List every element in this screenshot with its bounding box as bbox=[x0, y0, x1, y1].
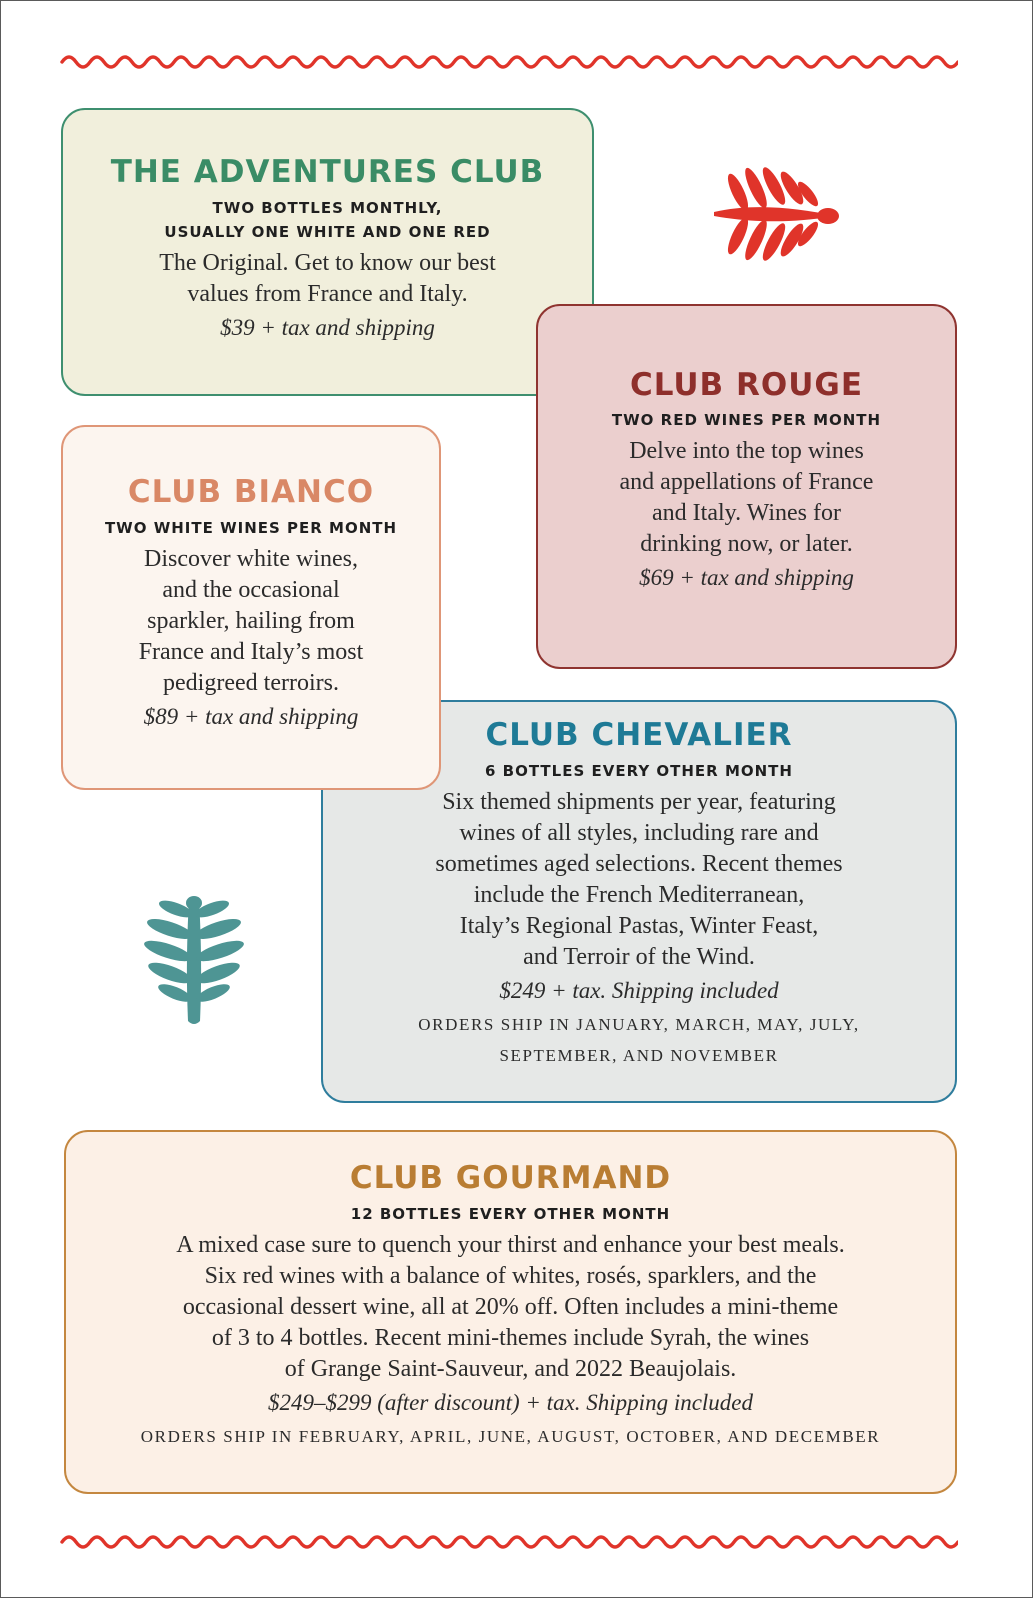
club-description-line: sparkler, hailing from bbox=[147, 608, 355, 634]
club-description-line: Italy’s Regional Pastas, Winter Feast, bbox=[459, 913, 819, 939]
club-title: CLUB ROUGE bbox=[629, 367, 863, 403]
club-subtitle-line: USUALLY ONE WHITE AND ONE RED bbox=[164, 223, 491, 241]
club-description-line: A mixed case sure to quench your thirst and enhance your best meals. bbox=[176, 1232, 845, 1258]
club-bianco-card bbox=[61, 425, 441, 790]
club-price: $39 + tax and shipping bbox=[220, 315, 435, 340]
club-price: $69 + tax and shipping bbox=[639, 565, 854, 590]
top-wave-divider bbox=[60, 50, 958, 74]
red-leaf-sprig-icon bbox=[708, 164, 842, 264]
club-description-line: drinking now, or later. bbox=[640, 531, 853, 557]
club-description-line: include the French Mediterranean, bbox=[473, 882, 805, 908]
club-title: THE ADVENTURES CLUB bbox=[110, 154, 545, 190]
club-gourmand-card bbox=[64, 1130, 957, 1494]
club-description-line: and the occasional bbox=[162, 577, 340, 603]
club-description-line: wines of all styles, including rare and bbox=[459, 820, 819, 846]
club-description-line: Six red wines with a balance of whites, rosés, sparklers, and the bbox=[204, 1263, 817, 1289]
club-price: $249 + tax. Shipping included bbox=[499, 978, 779, 1003]
club-description-line: France and Italy’s most bbox=[138, 639, 364, 665]
club-subtitle: TWO WHITE WINES PER MONTH bbox=[104, 519, 398, 537]
club-shipping-schedule: ORDERS SHIP IN FEBRUARY, APRIL, JUNE, AUGUST, OCTOBER, AND DECEMBER bbox=[140, 1427, 881, 1446]
club-description-line: and Terroir of the Wind. bbox=[523, 944, 755, 970]
club-description-line: pedigreed terroirs. bbox=[163, 670, 339, 696]
club-shipping-schedule-line: SEPTEMBER, AND NOVEMBER bbox=[499, 1046, 779, 1065]
club-title: CLUB CHEVALIER bbox=[485, 717, 793, 753]
club-title: CLUB GOURMAND bbox=[349, 1160, 672, 1196]
club-description-line: Discover white wines, bbox=[144, 546, 358, 572]
club-description-line: of 3 to 4 bottles. Recent mini-themes include Syrah, the wines bbox=[211, 1325, 810, 1351]
club-description-line: sometimes aged selections. Recent themes bbox=[435, 851, 843, 877]
club-description-line: occasional dessert wine, all at 20% off. Often includes a mini-theme bbox=[182, 1294, 839, 1320]
club-description-line: and Italy. Wines for bbox=[652, 500, 841, 526]
club-price: $89 + tax and shipping bbox=[143, 704, 359, 729]
club-rouge-card bbox=[536, 304, 957, 669]
club-title: CLUB BIANCO bbox=[127, 474, 375, 510]
club-description-line: Six themed shipments per year, featuring bbox=[442, 789, 836, 815]
club-shipping-schedule-line: ORDERS SHIP IN JANUARY, MARCH, MAY, JULY, bbox=[418, 1015, 860, 1034]
club-description-line: Delve into the top wines bbox=[629, 438, 864, 464]
club-description-line: The Original. Get to know our best bbox=[159, 250, 496, 276]
club-subtitle: TWO RED WINES PER MONTH bbox=[611, 411, 882, 429]
club-subtitle-line: TWO BOTTLES MONTHLY, bbox=[212, 199, 443, 217]
club-subtitle: 6 BOTTLES EVERY OTHER MONTH bbox=[485, 762, 793, 780]
club-description-line: of Grange Saint-Sauveur, and 2022 Beaujolais. bbox=[284, 1356, 737, 1382]
bottom-wave-divider bbox=[60, 1530, 958, 1554]
club-description-line: and appellations of France bbox=[619, 469, 874, 495]
club-description-line: values from France and Italy. bbox=[187, 281, 468, 307]
teal-tree-sprig-icon bbox=[142, 895, 246, 1025]
adventures-club-card bbox=[61, 108, 594, 396]
club-subtitle: 12 BOTTLES EVERY OTHER MONTH bbox=[350, 1205, 671, 1223]
club-price: $249–$299 (after discount) + tax. Shipping included bbox=[267, 1390, 754, 1415]
